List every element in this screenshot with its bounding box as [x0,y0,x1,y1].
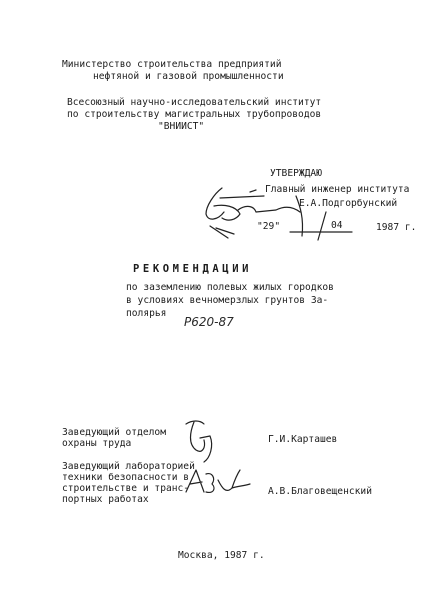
approval-name: Е.А.Подгорбунский [299,198,398,209]
place-date: Москва, 1987 г. [178,550,265,561]
signatory-1-role-line-2: охраны труда [62,438,132,449]
subtitle-line-1: по заземлению полевых жилых городков [126,282,334,293]
subtitle-line-3: полярья [126,308,167,319]
ministry-line-1: Министерство строительства предприятий [62,59,282,70]
institute-line-2: по строительству магистральных трубопроводов [67,109,322,120]
signatory-1-name: Г.И.Карташев [268,434,338,445]
document-title: РЕКОМЕНДАЦИИ [133,263,253,275]
institute-line-3: "ВНИИСТ" [158,121,205,132]
institute-line-1: Всесоюзный научно-исследовательский институт [67,97,322,108]
document-code: Р620-87 [184,315,234,329]
signatory-2-role-line-4: портных работах [62,494,149,505]
signatory-2-role-line-2: техники безопасности в [62,472,190,483]
signatory-1-role-line-1: Заведующий отделом [62,427,166,438]
approval-month: 04 [331,220,343,231]
approval-year: 1987 г. [376,222,417,233]
approval-day: "29" [257,221,281,232]
subtitle-line-2: в условиях вечномерзлых грунтов За- [126,295,329,306]
ministry-line-2: нефтяной и газовой промышленности [93,71,284,82]
signatory-2-role-line-1: Заведующий лабораторией [62,461,195,472]
signatory-2-name: А.В.Благовещенский [268,486,372,497]
approval-position: Главный инженер института [265,184,410,195]
approval-heading: УТВЕРЖДАЮ [270,168,322,179]
signatory-2-role-line-3: строительстве и транс- [62,483,190,494]
